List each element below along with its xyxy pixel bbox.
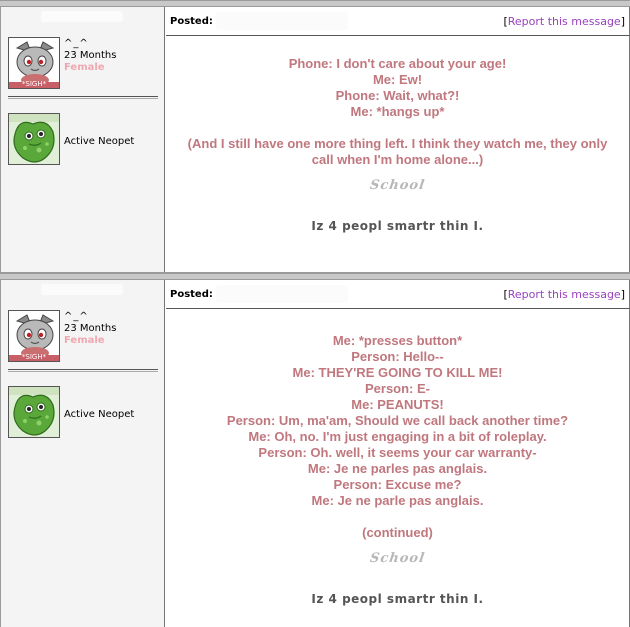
author-avatar[interactable]	[8, 37, 60, 89]
message-line: Person: Hello--	[351, 349, 444, 364]
message-line: Person: Um, ma'am, Should we call back another time?	[226, 413, 569, 428]
report-link-wrapper: [Report this message]	[503, 15, 625, 28]
author-stats	[64, 311, 116, 347]
avatar-caption: *SIGH*	[21, 353, 47, 361]
author-gender: Female	[64, 335, 105, 346]
sidebar-divider	[8, 369, 158, 372]
message-line: Phone: I don't care about your age!	[288, 56, 507, 71]
signature-image: School	[368, 178, 427, 193]
report-message-link[interactable]: Report this message	[507, 15, 621, 28]
author-stats	[64, 38, 116, 74]
message-line: Phone: Wait, what?!	[335, 88, 460, 103]
post-separator	[0, 273, 630, 280]
author-avatar[interactable]	[8, 310, 60, 362]
signature-image: School	[368, 551, 427, 566]
message-line	[166, 509, 629, 525]
pet-status-label: Active Neopet	[64, 409, 135, 420]
posted-label: Posted:	[170, 289, 213, 300]
message-line: Me: *hangs up*	[350, 104, 445, 119]
sidebar-divider	[8, 96, 158, 99]
post-separator	[0, 0, 630, 7]
pet-status-label: Active Neopet	[64, 136, 135, 147]
signature-text: Iz 4 peopl smartr thin I.	[311, 592, 484, 606]
posted-date	[216, 12, 348, 30]
author-gender: Female	[64, 62, 105, 73]
report-link-wrapper: [Report this message]	[503, 288, 625, 301]
author-rank: ^_^	[64, 38, 89, 49]
post-header	[166, 280, 630, 309]
message-text	[166, 56, 629, 168]
message-line: Person: Excuse me?	[333, 477, 462, 492]
report-message-link[interactable]: Report this message	[507, 288, 621, 301]
post-body	[166, 36, 630, 272]
avatar-caption: *SIGH*	[21, 80, 47, 88]
post-2	[0, 280, 630, 627]
author-sidebar	[0, 280, 165, 627]
active-pet-image[interactable]	[8, 113, 60, 165]
post-header	[166, 7, 630, 36]
green-pet-icon	[9, 114, 60, 165]
green-pet-icon	[9, 387, 60, 438]
message-line	[166, 120, 629, 136]
message-line: call when I'm home alone...)	[311, 152, 484, 167]
message-line: (continued)	[362, 525, 433, 540]
signature-text: Iz 4 peopl smartr thin I.	[311, 219, 484, 233]
message-text	[166, 333, 629, 541]
message-line: Me: Ew!	[372, 72, 423, 87]
message-line: Me: THEY'RE GOING TO KILL ME!	[292, 365, 503, 380]
post-1	[0, 7, 630, 273]
message-line: Person: E-	[364, 381, 430, 396]
message-line: Me: PEANUTS!	[351, 397, 444, 412]
posted-label: Posted:	[170, 16, 213, 27]
message-line: Me: Je ne parles pas anglais.	[307, 461, 488, 476]
author-username[interactable]	[41, 284, 123, 295]
author-rank: ^_^	[64, 311, 89, 322]
message-line: (And I still have one more thing left. I think they watch me, they only	[187, 136, 608, 151]
posted-date	[216, 285, 348, 303]
message-line: Me: Je ne parle pas anglais.	[311, 493, 484, 508]
message-line: Me: Oh, no. I'm just engaging in a bit of roleplay.	[248, 429, 547, 444]
author-sidebar	[0, 7, 165, 272]
author-account-age: 23 Months	[64, 323, 117, 334]
author-account-age: 23 Months	[64, 50, 117, 61]
author-username[interactable]	[41, 11, 123, 22]
message-line: Person: Oh. well, it seems your car warranty-	[258, 445, 537, 460]
active-pet-image[interactable]	[8, 386, 60, 438]
post-body	[166, 309, 630, 627]
message-line: Me: *presses button*	[332, 333, 463, 348]
